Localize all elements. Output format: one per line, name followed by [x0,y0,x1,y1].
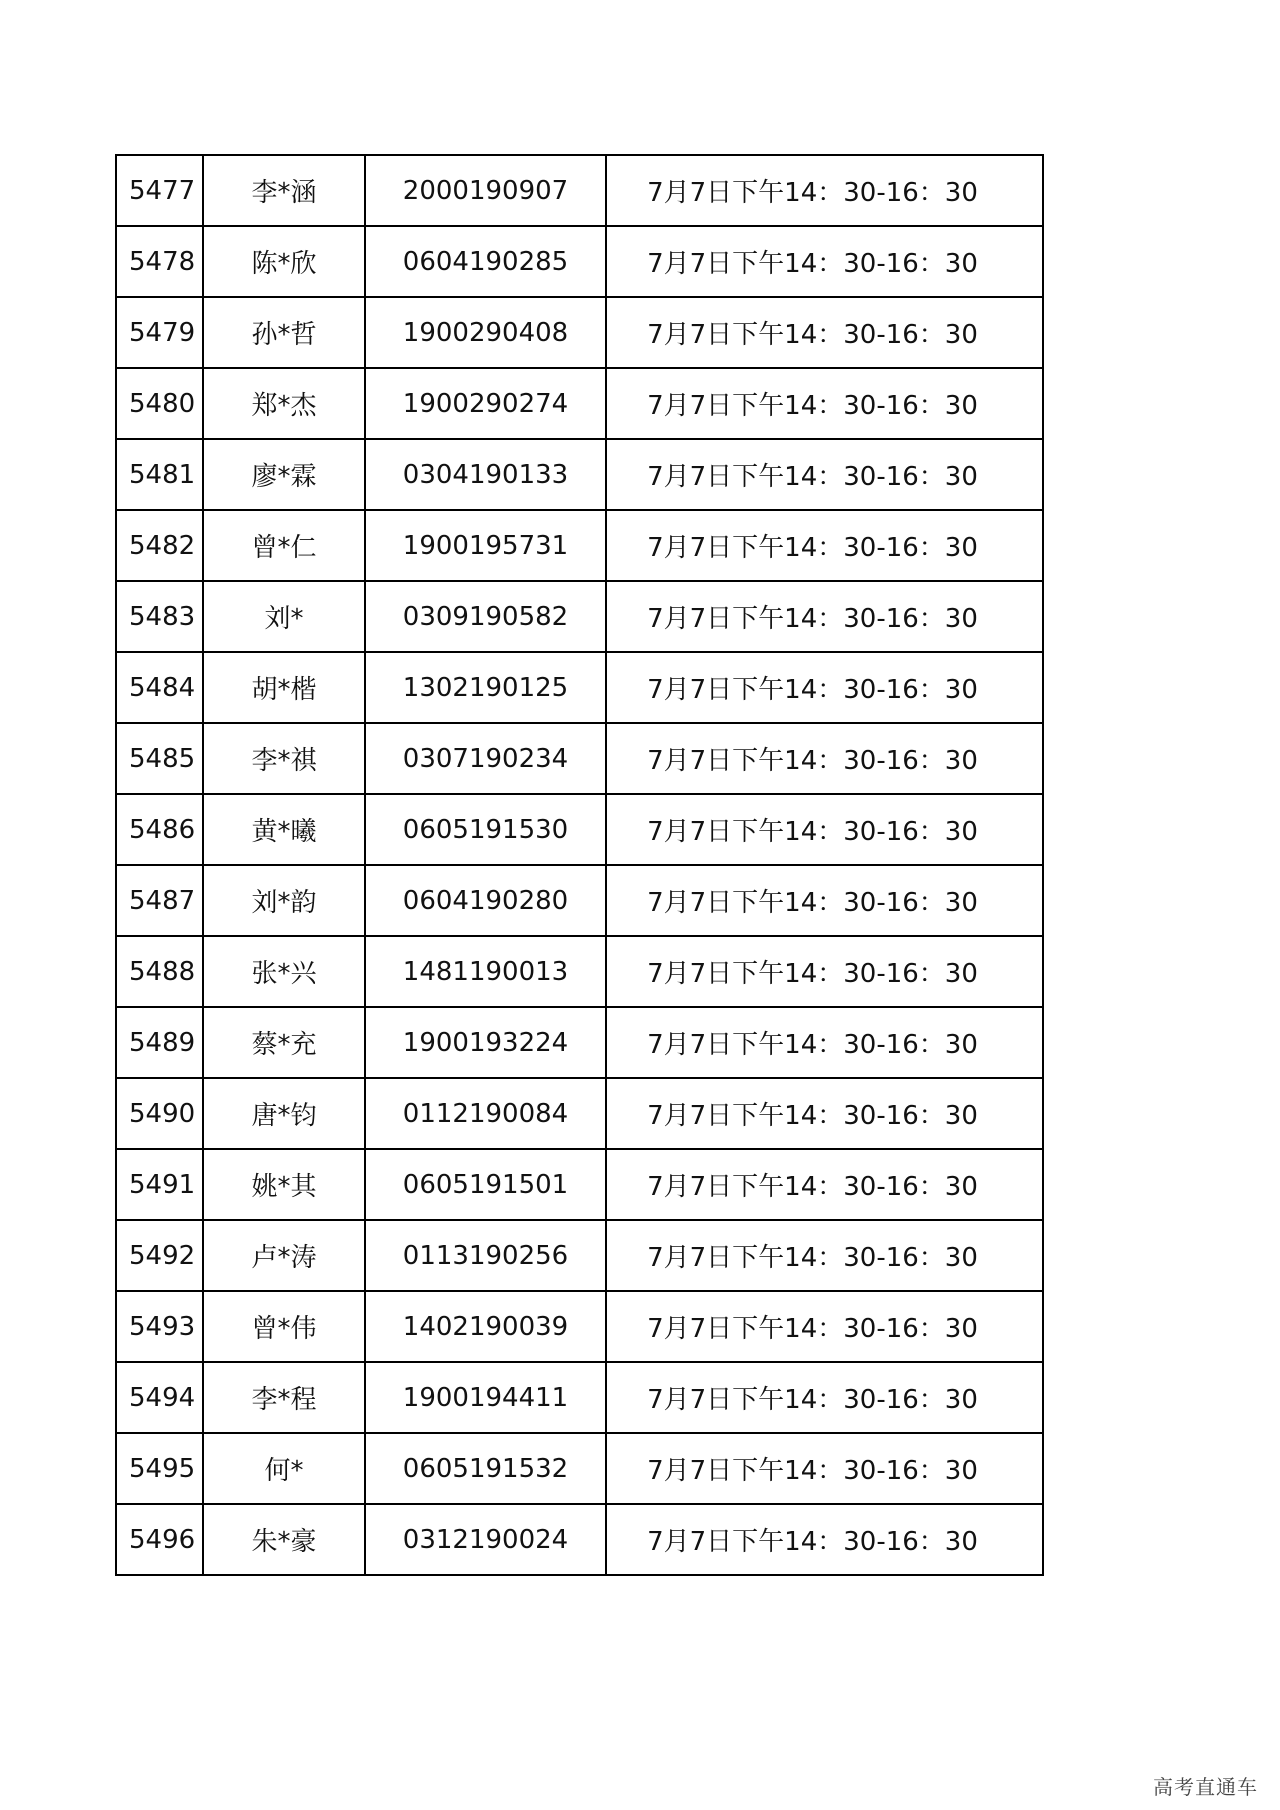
name-cell: 李*祺 [203,723,365,794]
seq-cell: 5492 [116,1220,203,1291]
id-cell: 0113190256 [365,1220,606,1291]
schedule-table-body [116,155,1043,1575]
id-cell: 1900193224 [365,1007,606,1078]
seq-cell: 5490 [116,1078,203,1149]
table-row [116,723,1043,794]
time-cell [606,723,1043,794]
table-row [116,1433,1043,1504]
table-row [116,1078,1043,1149]
time-text: 7月7日下午14：30-16：30 [647,1385,978,1415]
table-row [116,865,1043,936]
seq-cell: 5494 [116,1362,203,1433]
name-cell: 卢*涛 [203,1220,365,1291]
id-cell: 0605191530 [365,794,606,865]
time-text: 7月7日下午14：30-16：30 [647,675,978,705]
table-row [116,439,1043,510]
id-cell: 1900195731 [365,510,606,581]
seq-cell: 5478 [116,226,203,297]
name-cell: 张*兴 [203,936,365,1007]
name-cell: 朱*豪 [203,1504,365,1575]
seq-cell: 5495 [116,1433,203,1504]
time-cell [606,226,1043,297]
time-cell [606,794,1043,865]
time-cell [606,1220,1043,1291]
name-cell: 黄*曦 [203,794,365,865]
table-row [116,226,1043,297]
id-cell: 0112190084 [365,1078,606,1149]
time-text: 7月7日下午14：30-16：30 [647,249,978,279]
seq-cell: 5487 [116,865,203,936]
time-cell [606,1149,1043,1220]
time-text: 7月7日下午14：30-16：30 [647,391,978,421]
id-cell: 0312190024 [365,1504,606,1575]
time-cell [606,1007,1043,1078]
table-row [116,652,1043,723]
table-row [116,1504,1043,1575]
time-text: 7月7日下午14：30-16：30 [647,1243,978,1273]
table-row [116,581,1043,652]
seq-cell: 5481 [116,439,203,510]
name-cell: 刘*韵 [203,865,365,936]
id-cell: 2000190907 [365,155,606,226]
name-cell: 蔡*充 [203,1007,365,1078]
id-cell: 1900194411 [365,1362,606,1433]
time-text: 7月7日下午14：30-16：30 [647,1314,978,1344]
time-cell [606,652,1043,723]
name-cell: 李*涵 [203,155,365,226]
table-row [116,936,1043,1007]
time-text: 7月7日下午14：30-16：30 [647,959,978,989]
id-cell: 0307190234 [365,723,606,794]
time-text: 7月7日下午14：30-16：30 [647,178,978,208]
time-cell [606,865,1043,936]
time-cell [606,155,1043,226]
id-cell: 1900290408 [365,297,606,368]
time-text: 7月7日下午14：30-16：30 [647,817,978,847]
time-cell [606,439,1043,510]
table-row [116,1149,1043,1220]
time-text: 7月7日下午14：30-16：30 [647,1527,978,1557]
time-cell [606,510,1043,581]
name-cell: 唐*钧 [203,1078,365,1149]
seq-cell: 5496 [116,1504,203,1575]
time-cell [606,368,1043,439]
seq-cell: 5485 [116,723,203,794]
table-row [116,510,1043,581]
table-row [116,1291,1043,1362]
table-row [116,1220,1043,1291]
time-text: 7月7日下午14：30-16：30 [647,1172,978,1202]
id-cell: 0605191501 [365,1149,606,1220]
id-cell: 0304190133 [365,439,606,510]
seq-cell: 5489 [116,1007,203,1078]
id-cell: 1302190125 [365,652,606,723]
name-cell: 刘* [203,581,365,652]
seq-cell: 5477 [116,155,203,226]
seq-cell: 5493 [116,1291,203,1362]
watermark-text: 高考直通车 [1153,1775,1258,1799]
seq-cell: 5488 [116,936,203,1007]
name-cell: 李*程 [203,1362,365,1433]
name-cell: 曾*伟 [203,1291,365,1362]
time-text: 7月7日下午14：30-16：30 [647,1456,978,1486]
schedule-table [115,154,1044,1576]
id-cell: 0309190582 [365,581,606,652]
time-text: 7月7日下午14：30-16：30 [647,746,978,776]
name-cell: 何* [203,1433,365,1504]
table-row [116,1007,1043,1078]
time-cell [606,1504,1043,1575]
seq-cell: 5483 [116,581,203,652]
time-text: 7月7日下午14：30-16：30 [647,533,978,563]
id-cell: 0604190285 [365,226,606,297]
time-text: 7月7日下午14：30-16：30 [647,1030,978,1060]
seq-cell: 5486 [116,794,203,865]
seq-cell: 5482 [116,510,203,581]
id-cell: 1481190013 [365,936,606,1007]
id-cell: 1900290274 [365,368,606,439]
id-cell: 0604190280 [365,865,606,936]
time-cell [606,297,1043,368]
time-text: 7月7日下午14：30-16：30 [647,320,978,350]
seq-cell: 5484 [116,652,203,723]
name-cell: 孙*哲 [203,297,365,368]
id-cell: 0605191532 [365,1433,606,1504]
table-row [116,1362,1043,1433]
time-cell [606,1433,1043,1504]
id-cell: 1402190039 [365,1291,606,1362]
name-cell: 胡*楷 [203,652,365,723]
table-row [116,155,1043,226]
name-cell: 曾*仁 [203,510,365,581]
name-cell: 廖*霖 [203,439,365,510]
time-text: 7月7日下午14：30-16：30 [647,604,978,634]
time-text: 7月7日下午14：30-16：30 [647,462,978,492]
time-cell [606,936,1043,1007]
time-cell [606,1291,1043,1362]
table-row [116,368,1043,439]
name-cell: 郑*杰 [203,368,365,439]
seq-cell: 5491 [116,1149,203,1220]
time-text: 7月7日下午14：30-16：30 [647,888,978,918]
time-cell [606,581,1043,652]
seq-cell: 5480 [116,368,203,439]
table-row [116,297,1043,368]
name-cell: 陈*欣 [203,226,365,297]
time-cell [606,1078,1043,1149]
time-text: 7月7日下午14：30-16：30 [647,1101,978,1131]
name-cell: 姚*其 [203,1149,365,1220]
time-cell [606,1362,1043,1433]
seq-cell: 5479 [116,297,203,368]
table-row [116,794,1043,865]
